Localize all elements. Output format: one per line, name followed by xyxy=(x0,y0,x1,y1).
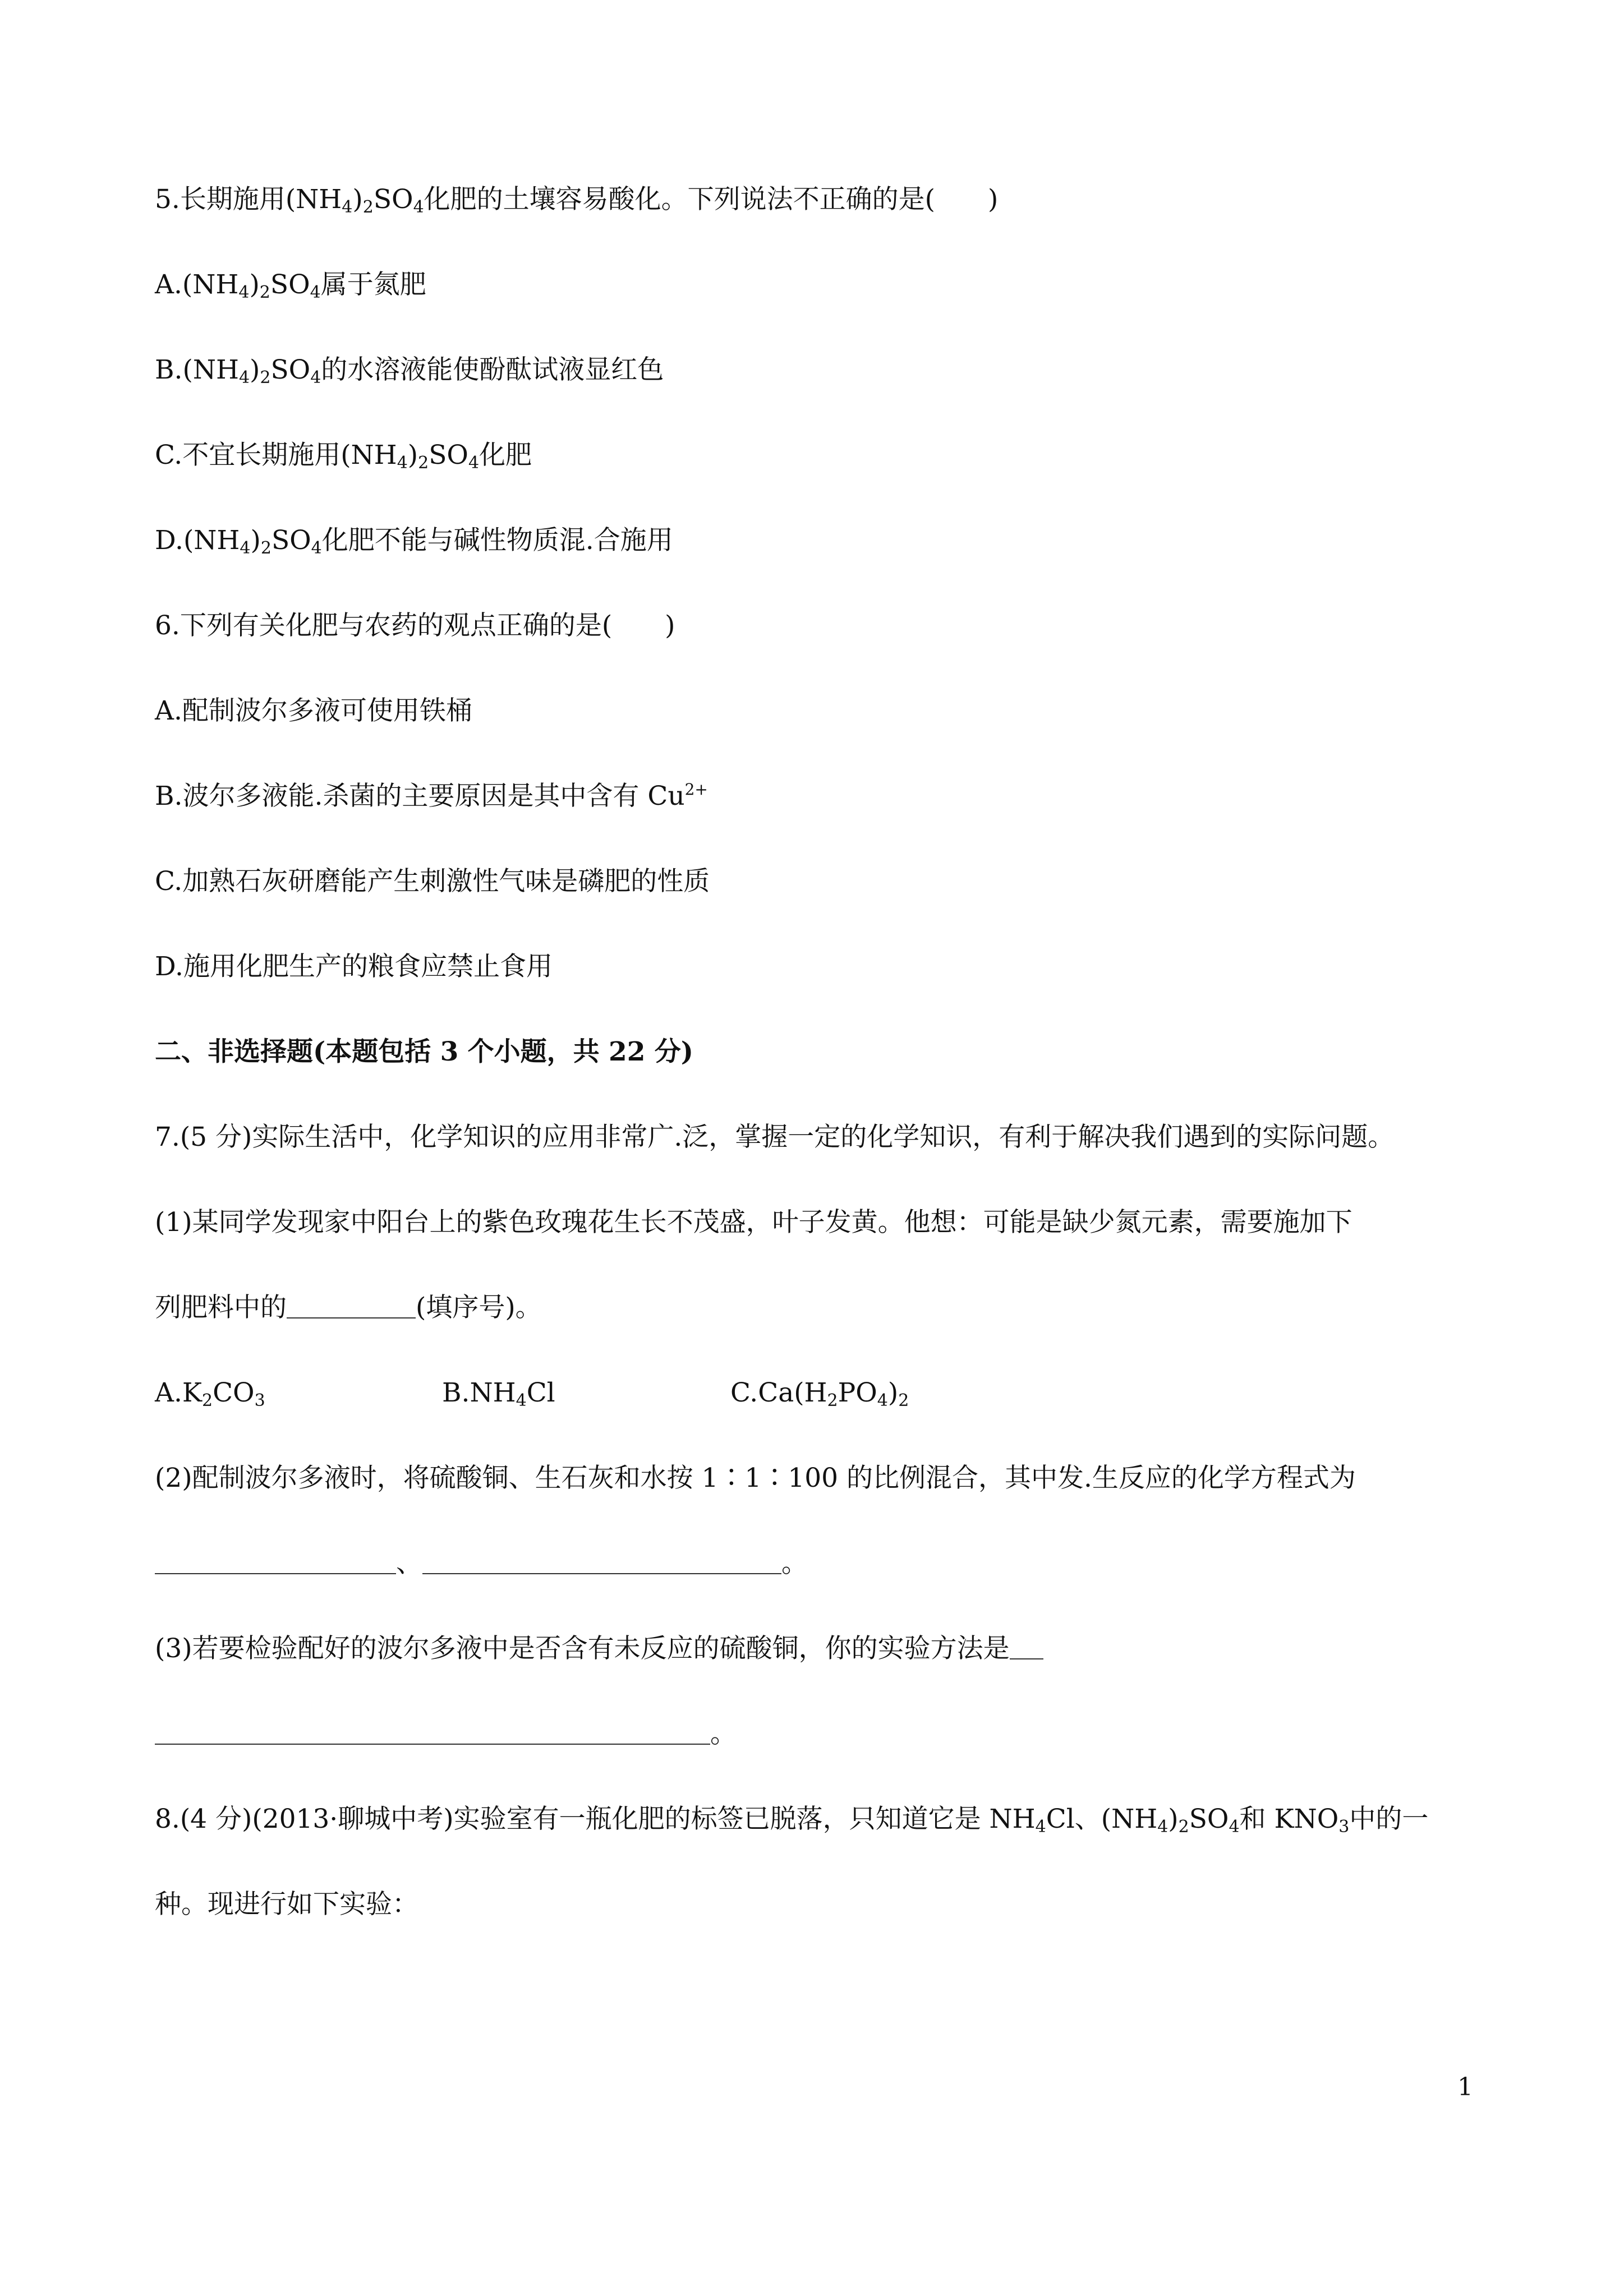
q8-line2: 种。现进行如下实验： xyxy=(155,1889,418,1920)
q8-line1: 8.(4 分)(2013·聊城中考)实验室有一瓶化肥的标签已脱落，只知道它是 $NH_4Cl$、$(NH_4)_2SO_4$和 $KNO_3$中的一 xyxy=(155,1804,1429,1837)
q7-part2-line1: (2)配制波尔多液时，将硫酸铜、生石灰和水按 1∶1∶100 的比例混合，其中发.生反应的化学方程式为 xyxy=(155,1463,1356,1493)
q7-part3-line2: 。 xyxy=(155,1717,737,1751)
q7-part1-line2: 列肥料中的 (填序号)。 xyxy=(155,1292,542,1323)
answer-blank xyxy=(155,1721,710,1745)
q6-option-b: B.波尔多液能.杀菌的主要原因是其中含有 $Cu^{2+}$ xyxy=(155,780,708,812)
answer-blank xyxy=(287,1295,416,1318)
q6-option-c: C.加熟石灰研磨能产生刺激性气味是磷肥的性质 xyxy=(155,866,710,897)
q5-stem: 5.长期施用$(NH_4)_2SO_4$化肥的土壤容易酸化。下列说法不正确的是( ) xyxy=(155,184,999,217)
answer-blank xyxy=(155,1551,396,1574)
q6-option-d: D.施用化肥生产的粮食应禁止食用 xyxy=(155,951,553,982)
q7-stem: 7.(5 分)实际生活中，化学知识的应用非常广.泛，掌握一定的化学知识，有利于解决我们遇到的实际问题。 xyxy=(155,1122,1395,1152)
q5-option-c: C.不宜长期施用$(NH_4)_2SO_4$化肥 xyxy=(155,440,532,473)
section-heading: 二、非选择题(本题包括 3 个小题，共 22 分) xyxy=(155,1036,694,1067)
q7-option-a: $A.K_2CO_3$ xyxy=(155,1377,265,1410)
answer-blank xyxy=(422,1551,781,1574)
q5-option-b: $B.(NH_4)_2SO_4$的水溶液能使酚酞试液显红色 xyxy=(155,354,664,388)
q5-option-d: $D.(NH_4)_2SO_4$化肥不能与碱性物质混.合施用 xyxy=(155,525,673,558)
q6-stem: 6.下列有关化肥与农药的观点正确的是( ) xyxy=(155,610,675,641)
page-number: 1 xyxy=(1457,2073,1473,2101)
q7-option-c: $C.Ca(H_2PO_4)_2$ xyxy=(730,1377,909,1410)
q6-option-a: A.配制波尔多液可使用铁桶 xyxy=(155,695,472,726)
q7-option-b: $B.NH_4Cl$ xyxy=(442,1377,555,1410)
q7-part1-line1: (1)某同学发现家中阳台上的紫色玫瑰花生长不茂盛，叶子发黄。他想：可能是缺少氮元素，需要施加下 xyxy=(155,1207,1352,1238)
answer-blank xyxy=(1010,1636,1043,1659)
q5-option-a: $A.(NH_4)_2SO_4$属于氮肥 xyxy=(155,269,426,302)
q7-part2-line2: 、 。 xyxy=(155,1547,808,1580)
q7-part3-line1: (3)若要检验配好的波尔多液中是否含有未反应的硫酸铜，你的实验方法是 xyxy=(155,1632,1043,1666)
